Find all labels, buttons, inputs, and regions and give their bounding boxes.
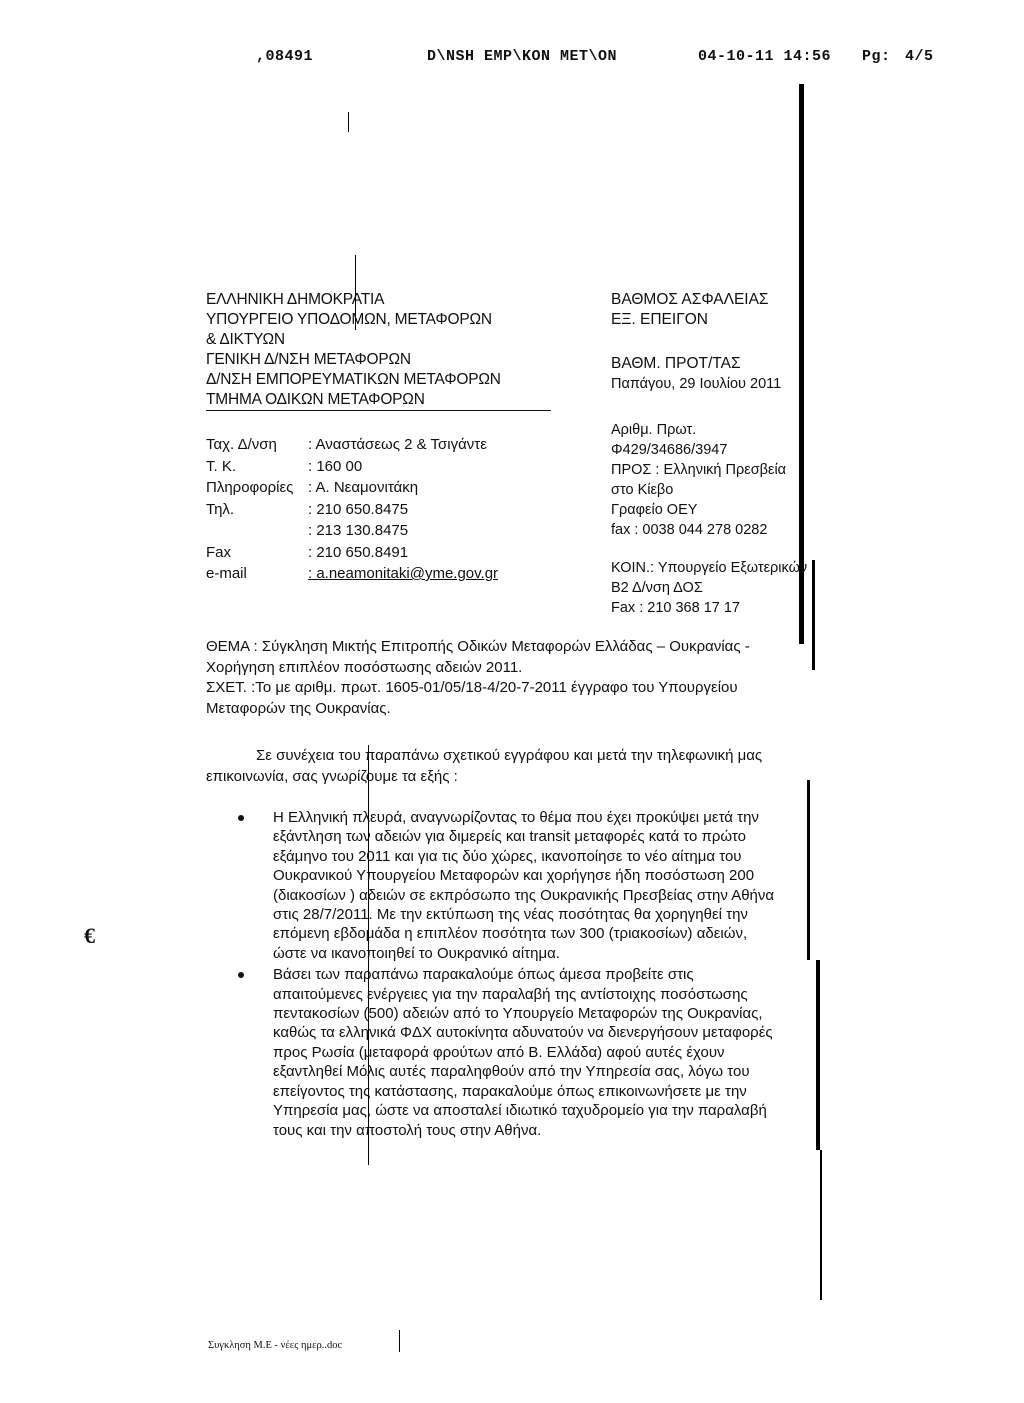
bullet-line: Υπηρεσία μας, ώστε να αποσταλεί ιδιωτικό ταχυδρομείο για την παραλαβή — [273, 1102, 767, 1120]
bullet-line: στις 28/7/2011. Με την εκτύπωση της νέας ποσότητας θα χορηγηθεί την — [273, 906, 748, 924]
email-link[interactable]: : a.neamonitaki@yme.gov.gr — [308, 565, 499, 582]
intro-line: Σε συνέχεια του παραπάνω σχετικού εγγράφου και μετά την τηλεφωνική μας — [256, 747, 763, 764]
scan-line-right-tail — [820, 1150, 822, 1300]
contact-row — [206, 542, 498, 564]
classification-block — [611, 290, 851, 618]
subject-line: ΘΕΜΑ : Σύγκληση Μικτής Επιτροπής Οδικών Μεταφορών Ελλάδας – Ουκρανίας - — [206, 638, 750, 655]
protocol-label: Αριθμ. Πρωτ. — [611, 422, 697, 438]
contact-value: : Α. Νεαμονιτάκη — [308, 479, 419, 496]
recipient-fax: fax : 0038 044 278 0282 — [611, 522, 768, 538]
fax-datetime: 04-10-11 14:56 — [698, 48, 832, 65]
scan-line-top-tick — [348, 112, 349, 132]
priority-label: ΒΑΘΜ. ΠΡΟΤ/ΤΑΣ — [611, 355, 741, 372]
bullet-line: εξαντληθεί Μόλις αυτές παραληφθούν από την Υπηρεσία σας, λόγω του — [273, 1063, 750, 1081]
bullet-line: προς Ρωσία (μεταφορά φρούτων από Β. Ελλάδα) αφού αυτές έχουν — [273, 1043, 725, 1061]
margin-mark: € — [84, 923, 95, 948]
sender-ministry-cont: & ΔΙΚΤΥΩΝ — [206, 331, 285, 348]
bullet-line: Βάσει των παραπάνω παρακαλούμε όπως άμεσα προβείτε στις — [273, 966, 694, 984]
sender-letterhead — [206, 290, 586, 411]
reference-line: ΣΧΕΤ. :Το με αριθμ. πρωτ. 1605-01/05/18-4/20-7-2011 έγγραφο του Υπουργείου — [206, 679, 738, 696]
bullet-item — [206, 808, 866, 963]
sender-country: ΕΛΛΗΝΙΚΗ ΔΗΜΟΚΡΑΤΙΑ — [206, 291, 385, 308]
recipient-office: Γραφείο ΟΕΥ — [611, 502, 698, 518]
security-label: ΒΑΘΜΟΣ ΑΣΦΑΛΕΙΑΣ — [611, 291, 769, 308]
scan-line-footer-tick — [399, 1330, 400, 1352]
contact-label: Πληροφορίες — [206, 479, 294, 496]
contact-value: : Αναστάσεως 2 & Τσιγάντε — [308, 436, 487, 453]
contact-label: e-mail — [206, 565, 247, 582]
recipient-location: στο Κίεβο — [611, 482, 674, 498]
contact-label: Fax — [206, 543, 232, 561]
contact-details — [206, 434, 498, 585]
bullet-line: πεντακοσίων (500) αδειών από το Υπουργείο Μεταφορών της Ουκρανίας, — [273, 1005, 763, 1023]
contact-label — [206, 520, 308, 542]
fax-page-label: Pg: — [862, 48, 891, 65]
intro-paragraph — [206, 745, 866, 787]
fax-page-value: 4/5 — [905, 48, 934, 65]
subject-line: Χορήγηση επιπλέον ποσόστωσης αδειών 2011. — [206, 658, 523, 676]
bullet-dot-icon — [238, 972, 244, 978]
bullet-line: καθώς τα ελληνικά ΦΔΧ αυτοκίνητα αδυνατούν να διενεργήσουν μεταφορές — [273, 1024, 773, 1042]
bullet-line: εξάμηνο του 2011 και για τις δύο χώρες, ικανοποίησε το νέο αίτημα του — [273, 847, 742, 865]
intro-line: επικοινωνία, σας γνωρίζουμε τα εξής : — [206, 768, 458, 785]
contact-row — [206, 520, 498, 542]
subject-block — [206, 637, 866, 719]
sender-general-directorate: ΓΕΝΙΚΗ Δ/ΝΣΗ ΜΕΤΑΦΟΡΩΝ — [206, 351, 411, 368]
bullet-line: τους και την αποστολή τους στην Αθήνα. — [273, 1121, 542, 1139]
sender-ministry: ΥΠΟΥΡΓΕΙΟ ΥΠΟΔΟΜΩΝ, ΜΕΤΑΦΟΡΩΝ — [206, 311, 492, 328]
contact-value: : 213 130.8475 — [308, 522, 409, 539]
bullet-line: ώστε να ικανοποιηθεί το Ουκρανικό αίτημα. — [273, 944, 560, 962]
contact-value: : 160 00 — [308, 457, 363, 475]
sender-directorate: Δ/ΝΣΗ ΕΜΠΟΡΕΥΜΑΤΙΚΩΝ ΜΕΤΑΦΟΡΩΝ — [206, 371, 501, 388]
bullet-line: εξάντληση των αδειών για διμερείς και transit μεταφορές κατά το πρώτο — [273, 828, 746, 846]
contact-row — [206, 499, 498, 521]
bullet-line: επείγοντος της κατάστασης, παρακαλούμε όπως επικοινωνήσετε με την — [273, 1082, 747, 1100]
recipient-to: ΠΡΟΣ : Ελληνική Πρεσβεία — [611, 462, 787, 478]
reference-line: Μεταφορών της Ουκρανίας. — [206, 699, 391, 717]
fax-header — [0, 44, 1024, 72]
contact-value: : 210 650.8491 — [308, 543, 409, 561]
bullet-dot-icon — [238, 815, 244, 821]
contact-value: : 210 650.8475 — [308, 500, 409, 518]
footer-filename: Συγκληση Μ.Ε - νέες ημερ..doc — [208, 1340, 343, 1351]
bullet-line: (διακοσίων ) αδειών σε εκπρόσωπο της Ουκρανικής Πρεσβείας στην Αθήνα — [273, 886, 775, 904]
contact-row — [206, 456, 498, 478]
document-date: Παπάγου, 29 Ιουλίου 2011 — [611, 376, 782, 392]
cc-department: Β2 Δ/νση ΔΟΣ — [611, 580, 703, 596]
contact-label: Ταχ. Δ/νση — [206, 436, 277, 453]
sender-department: ΤΜΗΜΑ ΟΔΙΚΩΝ ΜΕΤΑΦΟΡΩΝ — [206, 390, 551, 411]
cc-fax: Fax : 210 368 17 17 — [611, 600, 740, 616]
bullet-list — [206, 808, 866, 1142]
fax-sender-name: D\NSH EMP\KON MET\ON — [427, 48, 618, 65]
contact-label: Τηλ. — [206, 500, 235, 518]
contact-label: Τ. Κ. — [206, 457, 237, 475]
bullet-line: επόμενη εβδομάδα η επιπλέον ποσότητα των 300 (τριακοσίων) αδειών, — [273, 925, 748, 943]
bullet-line: Η Ελληνική πλευρά, αναγνωρίζοντας το θέμα που έχει προκύψει μετά την — [273, 809, 759, 826]
cc-recipient: ΚΟΙΝ.: Υπουργείο Εξωτερικών — [611, 560, 808, 576]
bullet-line: απαιτούμενες ενέργειες για την παραλαβή της αντίστοιχης ποσόστωσης — [273, 985, 748, 1003]
fax-sender-number: ,08491 — [256, 48, 314, 65]
bullet-item — [206, 965, 866, 1140]
bullet-line: Ουκρανικού Υπουργείου Μεταφορών και χορήγησε ήδη ποσόστωση 200 — [273, 867, 755, 885]
contact-row — [206, 477, 498, 499]
urgency-code: ΕΞ. ΕΠΕΙΓΟΝ — [611, 311, 708, 328]
protocol-number: Φ429/34686/3947 — [611, 442, 728, 458]
contact-row — [206, 434, 498, 456]
contact-row — [206, 563, 498, 585]
